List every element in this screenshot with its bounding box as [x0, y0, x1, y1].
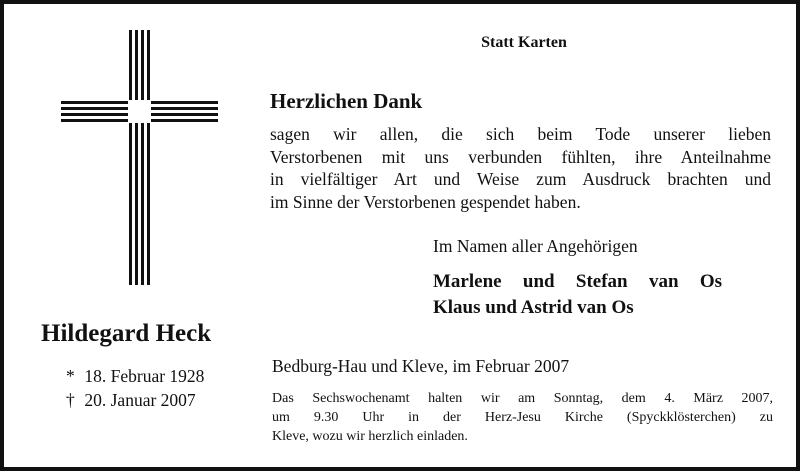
- notice-line: um 9.30 Uhr in der Herz-Jesu Kirche (Spyckklösterchen) zu: [272, 410, 773, 425]
- paragraph-line: im Sinne der Verstorbenen gespendet haben.: [270, 191, 581, 212]
- paragraph-line: sagen wir allen, die sich beim Tode unserer lieben: [270, 124, 771, 144]
- header-statt-karten: Statt Karten: [481, 34, 567, 51]
- life-dates: [66, 364, 204, 412]
- cross-icon: [4, 4, 244, 294]
- mourner-name: Marlene und Stefan van Os: [433, 271, 722, 292]
- deceased-name: Hildegard Heck: [41, 320, 212, 347]
- death-symbol: †: [66, 390, 75, 410]
- paragraph-line: Verstorbenen mit uns verbunden fühlten, ihre Anteilnahme: [270, 146, 771, 167]
- birth-date: 18. Februar 1928: [84, 366, 205, 386]
- names-intro: Im Namen aller Angehörigen: [433, 236, 638, 256]
- service-notice: [272, 389, 773, 446]
- notice-line: Das Sechswochenamt halten wir am Sonntag, dem 4. März 2007,: [272, 391, 773, 406]
- birth-date-line: [66, 364, 204, 388]
- mourner-name: Klaus und Astrid van Os: [433, 297, 634, 318]
- birth-symbol: *: [66, 366, 75, 386]
- death-date: 20. Januar 2007: [84, 390, 196, 410]
- notice-line: Kleve, wozu wir herzlich einladen.: [272, 429, 468, 444]
- thanks-paragraph: [270, 123, 771, 213]
- heading-herzlichen-dank: Herzlichen Dank: [270, 89, 423, 113]
- place-and-date: Bedburg-Hau und Kleve, im Februar 2007: [272, 356, 570, 376]
- paragraph-line: in vielfältiger Art und Weise zum Ausdruck brachten und: [270, 169, 771, 189]
- death-date-line: [66, 388, 204, 412]
